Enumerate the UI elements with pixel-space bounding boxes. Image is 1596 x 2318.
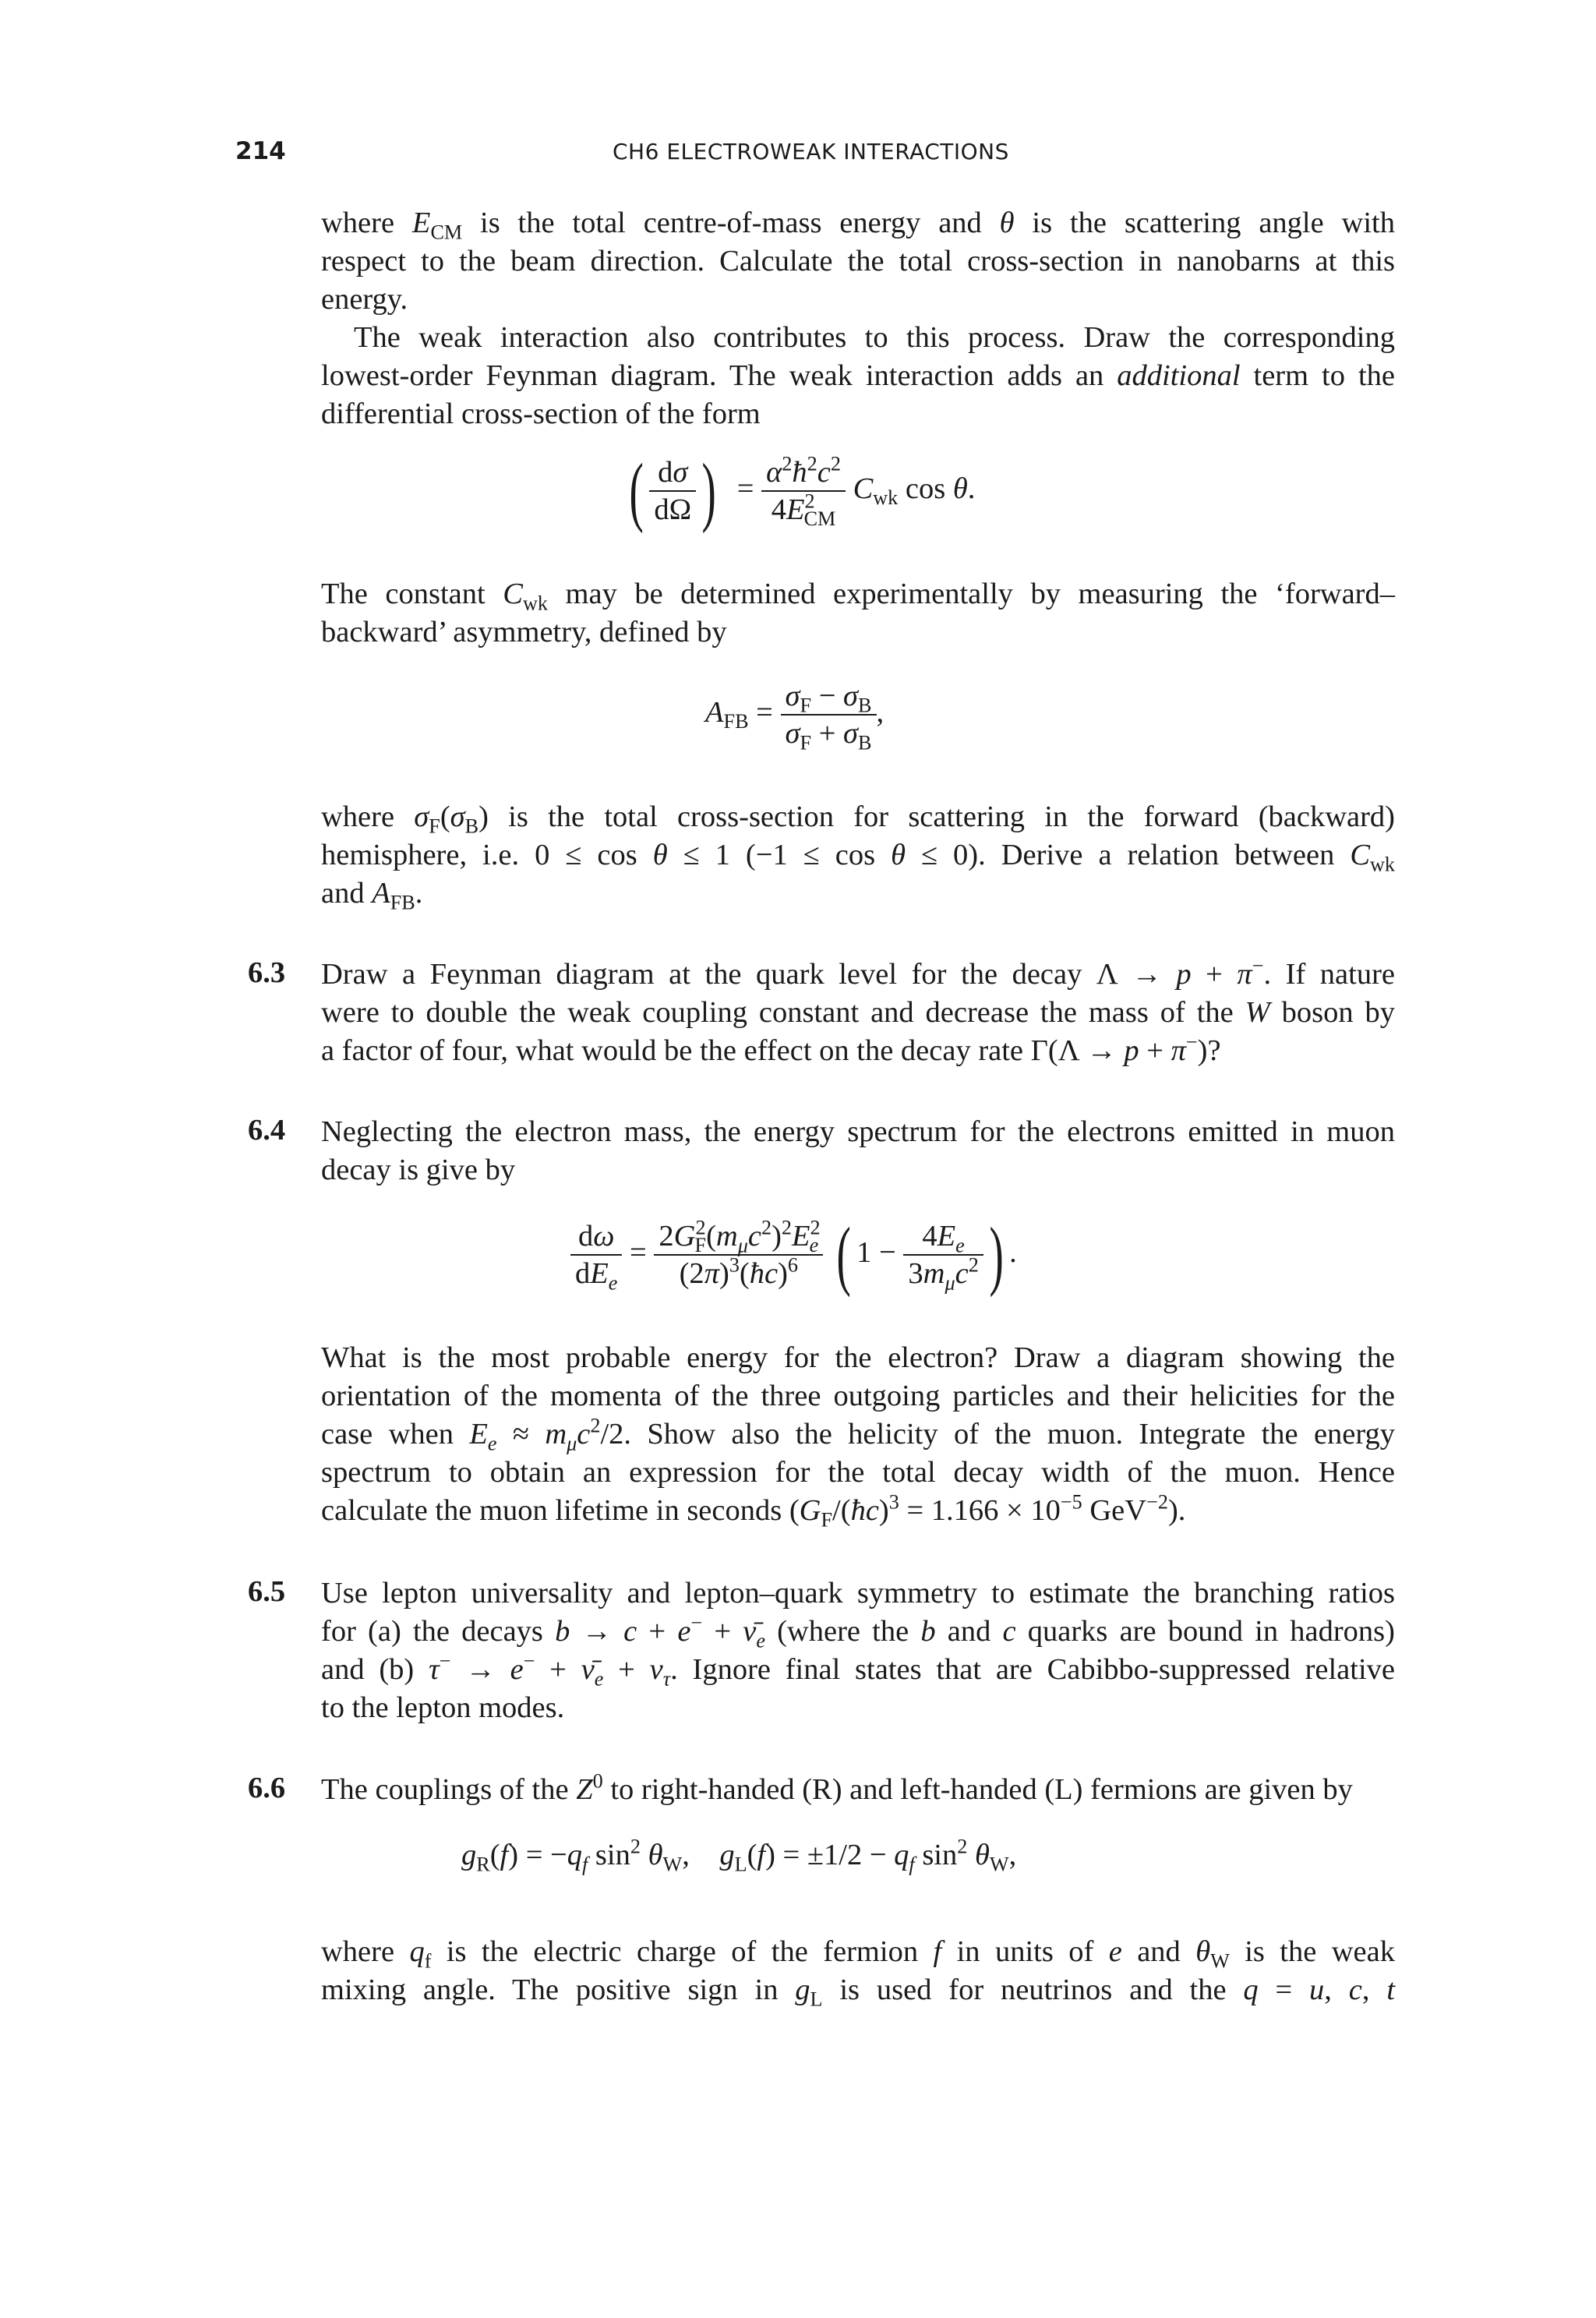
q63-number: 6.3 (248, 956, 286, 989)
q62-paragraph-3: The constant $C_{wk}$ may be determined experimentally by measuring the ‘forward– backward’ asymmetry, defined by (321, 578, 1395, 648)
q62-paragraph-2: The weak interaction also contributes to this process. Draw the corresponding lowest-order Feynman diagram. The weak interaction adds an additional term to the differential cross-section of the form (321, 321, 1395, 430)
page-number: 214 (235, 137, 286, 165)
q64-intro: Neglecting the electron mass, the energy spectrum for the electrons emitted in muon decay is give by (321, 1115, 1395, 1186)
q65-number: 6.5 (248, 1575, 286, 1608)
q65-text: Use lepton universality and lepton–quark symmetry to estimate the branching ratios for (a) the decays $b \to c + e^- + \nū_e$ (where the b and c quarks are bound in hadrons) and (b) $\tau^- \to e^- + \nū_e + \nu_\tau$. Ignore final states that are Cabibbo-suppressed relative to the lepton modes. (321, 1577, 1396, 1724)
equation-z-couplings: $g_R(f) = -q_f$ $\sin^2 \theta_W$, $g_L(f) = \pm 1/2 - q_f$ $\sin^2 \theta_W$, (461, 1835, 1017, 1876)
running-title: CH6 ELECTROWEAK INTERACTIONS (613, 139, 1009, 164)
q66-text: where $q_f$ is the electric charge of the fermion f in units of e and $\theta_W$ is the weak mixing angle. The positive sign in $g_L$ is used for neutrinos and the q = u, c, t (321, 1935, 1396, 2011)
equation-asymmetry: $A_{FB}$ = $\frac{\sigma_F - \sigma_B}{\sigma_F + \sigma_B}$ , (705, 680, 885, 754)
equation-weak-term: ( $\frac{d\sigma}{d\Omega}$ ) = $\frac{\alpha^2ħ^2c^2}{4E^2_{CM}}$ $C_{wk}$ cos θ. (629, 447, 976, 534)
q62-paragraph-1: where $E_{CM}$ is the total centre-of-mass energy and θ is the scattering angle with respect to the beam direction. Calculate the total cross-section in nanobarns at this energy. (321, 207, 1395, 316)
q64-text: What is the most probable energy for the electron? Draw a diagram showing the orientation of the momenta of the three outgoing particles and their helicities for the case when $E_e \approx m_\mu c^2/2$. Show also the helicity of the muon. Integrate the energy spectrum to obtain an expression for the total decay width of the muon. Hence calculate the muon lifetime in seconds ($G_F/(ħc)^3 = 1.166 \times 10^{-5}$ GeV$^{-2}$). (321, 1341, 1395, 1532)
q66-intro: The couplings of the $Z^0$ to right-handed (R) and left-handed (L) fermions are given by (321, 1769, 1353, 1806)
equation-muon-spectrum: $\frac{d\omega}{dE_e}$ = $\frac{2G^2_F(m_\mu c^2)^2E^2_e}{(2\pi)^3(ħc)^6}$ ( 1 − $\frac{4E_e}{3m_\mu c^2}$ ) . (570, 1216, 1017, 1294)
running-header (0, 137, 1596, 176)
q63-text: Draw a Feynman diagram at the quark level for the decay Λ → p + π−. If nature were to double the weak coupling constant and decrease the mass of the W boson by a factor of four, what would be the effect on the decay rate Γ(Λ → p + π−)? (321, 954, 1396, 1067)
q66-number: 6.6 (248, 1772, 286, 1804)
q64-number: 6.4 (248, 1114, 286, 1147)
q62-paragraph-4: where $\sigma_F(\sigma_B)$ is the total cross-section for scattering in the forward (backward) hemisphere, i.e. 0 ≤ cos θ ≤ 1 (−1 ≤ cos θ ≤ 0). Derive a relation between $C_{wk}$ and $A_{FB}$. (321, 800, 1395, 914)
